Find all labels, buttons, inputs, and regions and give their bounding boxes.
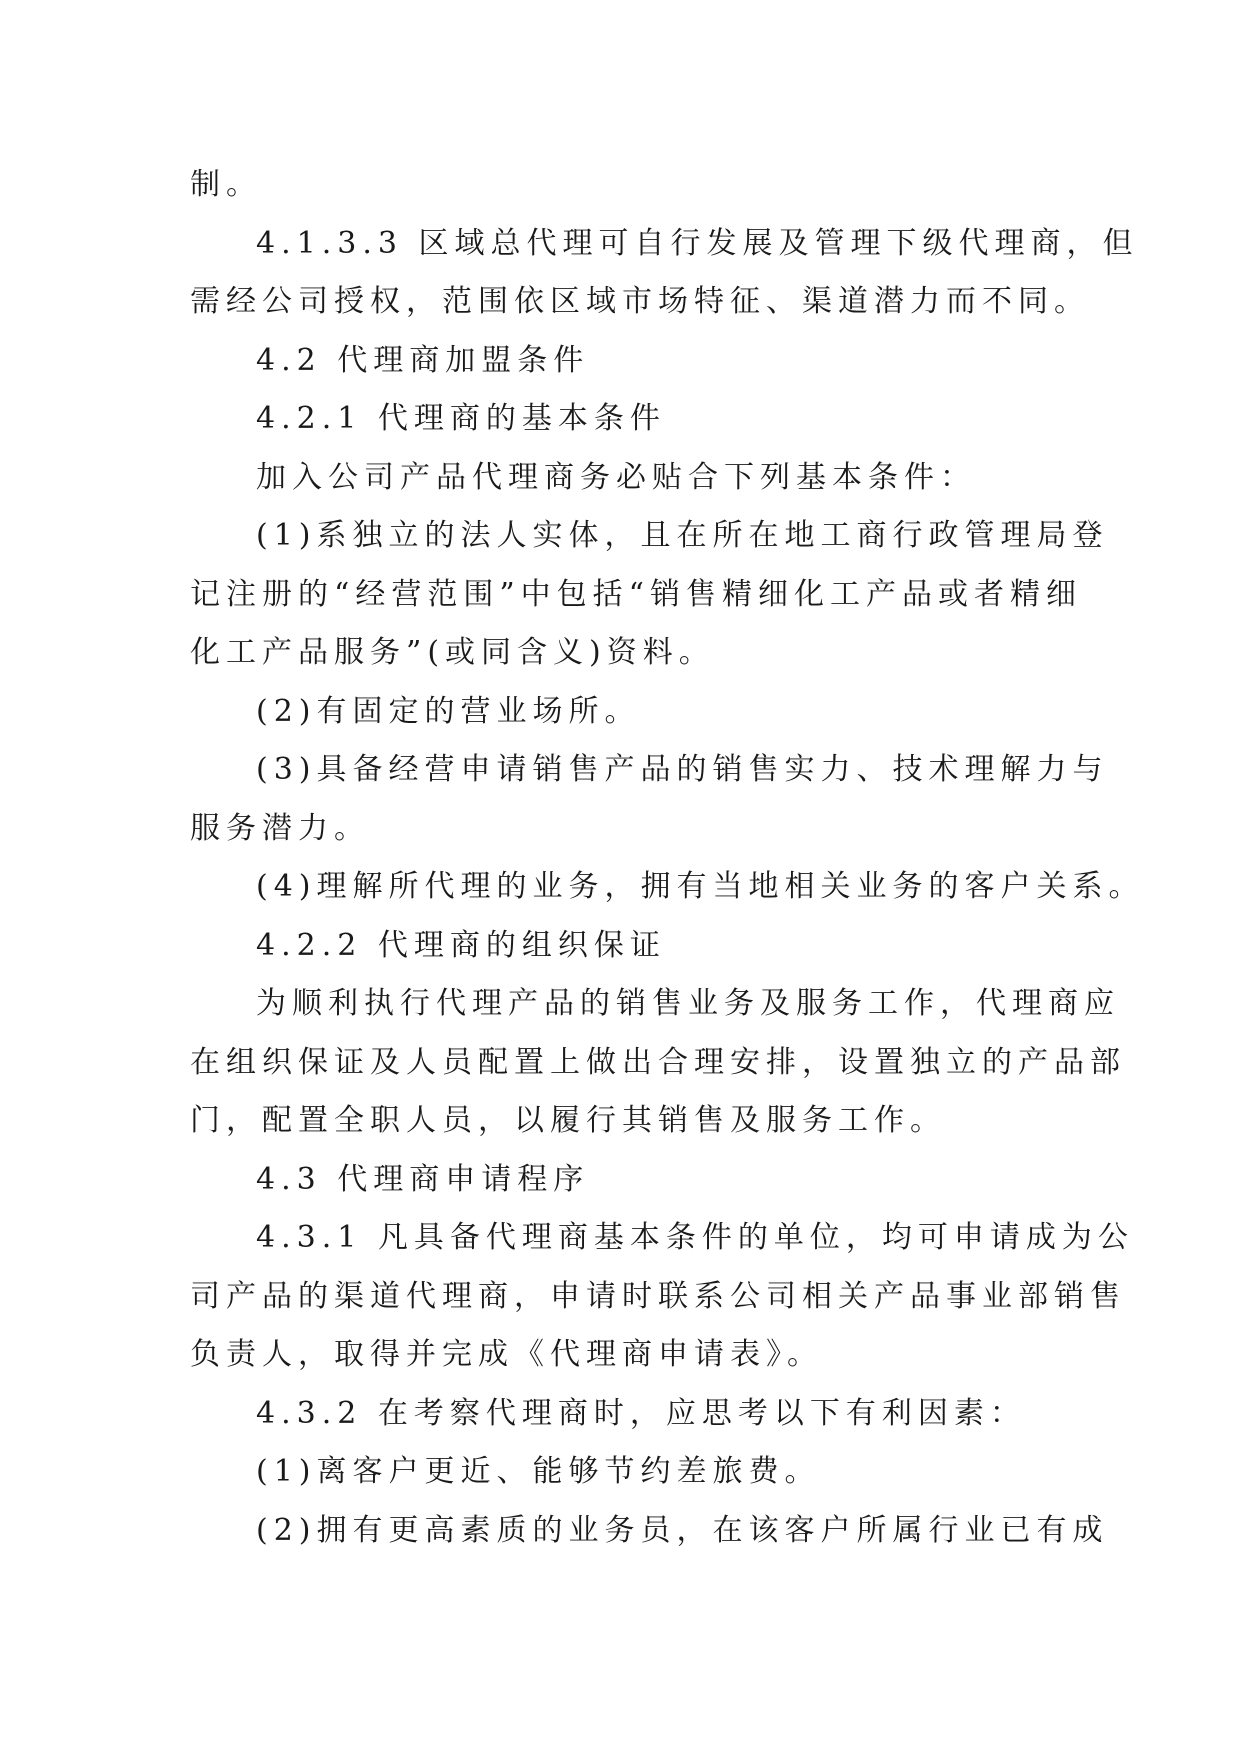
text-line: 制。 — [190, 167, 262, 202]
subsection-heading: 4.2.1 代理商的基本条件 — [256, 401, 666, 436]
text-line: 服务潜力。 — [190, 810, 370, 846]
text-line: 负责人，取得并完成《代理商申请表》。 — [190, 1337, 823, 1372]
text-line: 为顺利执行代理产品的销售业务及服务工作，代理商应 — [256, 986, 1120, 1021]
section-heading: 4.2 代理商加盟条件 — [256, 342, 590, 378]
list-item: (2)有固定的营业场所。 — [256, 693, 641, 729]
text-line: 司产品的渠道代理商，申请时联系公司相关产品事业部销售 — [190, 1278, 1126, 1314]
text-line: 加入公司产品代理商务必贴合下列基本条件： — [256, 459, 976, 495]
section-heading: 4.3 代理商申请程序 — [256, 1161, 590, 1197]
text-line: 在组织保证及人员配置上做出合理安排，设置独立的产品部 — [190, 1044, 1126, 1080]
text-line: 4.3.1 凡具备代理商基本条件的单位，均可申请成为公 — [256, 1220, 1134, 1255]
text-line: 门，配置全职人员，以履行其销售及服务工作。 — [190, 1103, 946, 1138]
text-line: 化工产品服务”(或同含义)资料。 — [190, 635, 715, 670]
text-line: 4.1.3.3 区域总代理可自行发展及管理下级代理商，但 — [256, 225, 1139, 261]
list-item: (1)系独立的法人实体，且在所在地工商行政管理局登 — [256, 518, 1109, 553]
text-line: 4.3.2 在考察代理商时，应思考以下有利因素： — [256, 1395, 1026, 1431]
list-item: (2)拥有更高素质的业务员，在该客户所属行业已有成 — [256, 1512, 1109, 1548]
list-item: (3)具备经营申请销售产品的销售实力、技术理解力与 — [256, 752, 1109, 787]
text-line: 需经公司授权，范围依区域市场特征、渠道潜力而不同。 — [190, 284, 1090, 319]
list-item: (4)理解所代理的业务，拥有当地相关业务的客户关系。 — [256, 869, 1145, 904]
text-line: 记注册的“经营范围”中包括“销售精细化工产品或者精细 — [190, 576, 1083, 612]
list-item: (1)离客户更近、能够节约差旅费。 — [256, 1454, 821, 1489]
document-page — [190, 156, 1145, 1560]
subsection-heading: 4.2.2 代理商的组织保证 — [256, 927, 666, 963]
